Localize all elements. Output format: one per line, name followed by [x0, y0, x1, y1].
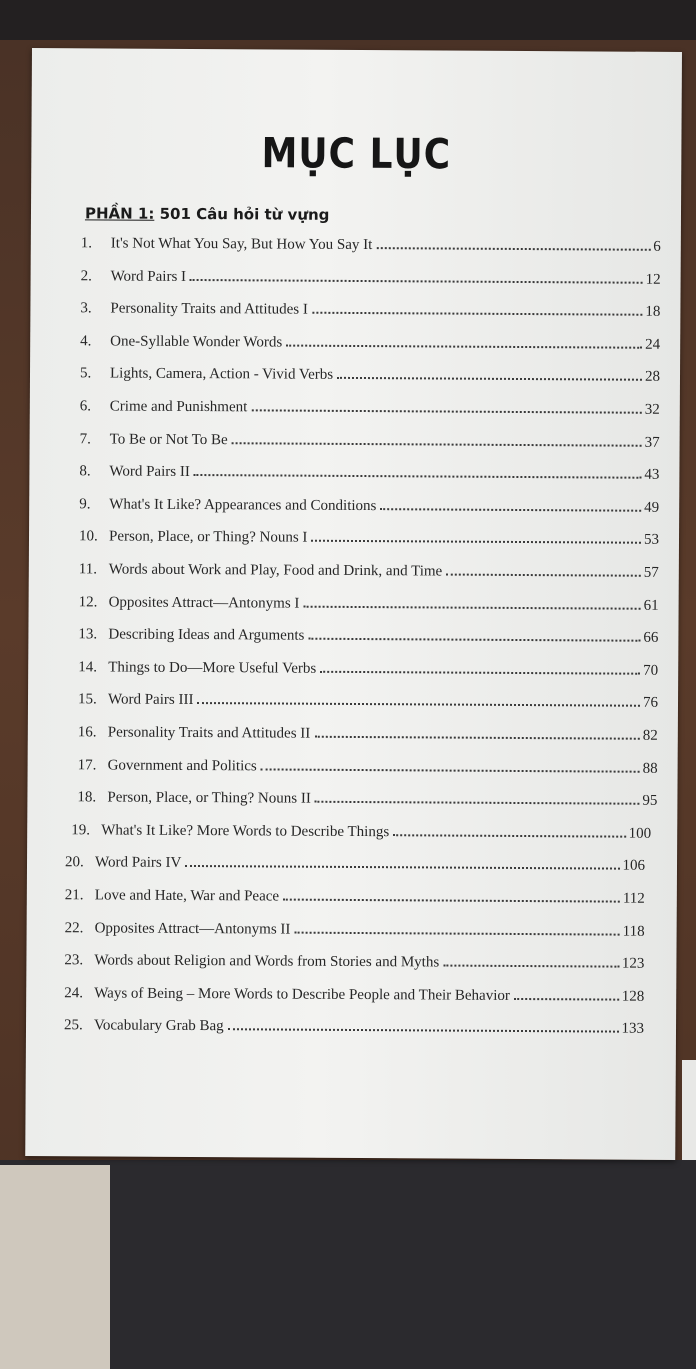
toc-dot-leader: [320, 671, 640, 675]
toc-dot-leader: [376, 247, 650, 251]
toc-entry-page: 12: [645, 271, 661, 288]
toc-entry-title: Things to Do—More Useful Verbs: [108, 659, 317, 677]
toc-entry: [80, 424, 660, 452]
toc-dot-leader: [312, 312, 642, 316]
toc-entry-page: 66: [643, 629, 659, 647]
toc-entry: [79, 489, 659, 517]
toc-entry-title: Government and Politics: [107, 757, 257, 774]
toc-entry-title: Words about Work and Play, Food and Drink, and Time: [108, 561, 443, 580]
toc-entry-number: 19.: [71, 822, 91, 839]
toc-entry-title: Person, Place, or Thing? Nouns II: [107, 789, 311, 807]
toc-entry: [79, 522, 659, 550]
toc-entry-number: 5.: [79, 365, 92, 382]
toc-entry-page: 100: [628, 825, 652, 842]
toc-entry-number: 23.: [64, 952, 84, 969]
toc-entry-number: 8.: [79, 463, 91, 480]
toc-dot-leader: [393, 834, 626, 837]
toc-entry-number: 18.: [77, 789, 97, 806]
toc-entry-title: Word Pairs II: [109, 463, 190, 481]
toc-dot-leader: [311, 540, 641, 544]
toc-entry-number: 25.: [63, 1017, 83, 1034]
next-page-edge: [682, 1060, 696, 1160]
toc-entry-page: 128: [621, 988, 645, 1005]
toc-entry-number: 24.: [64, 985, 84, 1002]
toc-entry: [64, 978, 644, 1006]
toc-dot-leader: [232, 442, 642, 447]
toc-entry: [79, 456, 659, 484]
toc-entry-page: 95: [642, 792, 658, 810]
toc-entry: [64, 1011, 644, 1039]
toc-entry-number: 15.: [77, 691, 97, 708]
toc-dot-leader: [190, 279, 643, 284]
toc-dot-leader: [514, 998, 619, 1001]
toc-entry: [65, 848, 645, 876]
toc-entry-page: 61: [643, 597, 659, 614]
toc-entry-page: 18: [645, 303, 661, 321]
toc-dot-leader: [314, 736, 640, 740]
toc-dot-leader: [303, 605, 640, 609]
toc-entry-title: Crime and Punishment: [109, 398, 248, 416]
toc-entry: [79, 554, 659, 582]
toc-dot-leader: [185, 865, 619, 870]
toc-dot-leader: [315, 801, 640, 805]
toc-entry-page: 57: [643, 564, 659, 581]
toc-entry-title: Lights, Camera, Action - Vivid Verbs: [109, 365, 334, 384]
toc-entry-number: 12.: [78, 593, 98, 611]
toc-entry-page: 6: [653, 238, 661, 255]
toc-entry-number: 17.: [77, 756, 97, 774]
toc-entry-page: 37: [644, 434, 660, 451]
toc-entry: [80, 359, 660, 387]
toc-entry-page: 53: [643, 532, 660, 549]
toc-entry-number: 20.: [64, 854, 84, 871]
toc-entry-title: Ways of Being – More Words to Describe People and Their Behavior: [94, 985, 510, 1004]
toc-entry: [78, 619, 658, 647]
toc-entry-title: Word Pairs I: [110, 268, 187, 285]
toc-entry-title: What's It Like? More Words to Describe Things: [101, 822, 390, 840]
toc-entry-page: 24: [645, 336, 661, 353]
toc-entry-number: 11.: [78, 561, 98, 578]
toc-entry-number: 6.: [79, 398, 92, 415]
toc-entry: [64, 945, 644, 973]
toc-dot-leader: [251, 409, 642, 413]
toc-dot-leader: [294, 931, 619, 935]
toc-dot-leader: [228, 1029, 619, 1033]
toc-entry-number: 10.: [78, 528, 98, 545]
toc-entry-title: Personality Traits and Attitudes II: [107, 724, 311, 742]
toc-entry-number: 22.: [64, 919, 84, 936]
toc-dot-leader: [261, 768, 640, 772]
floor-light-patch: [0, 1165, 110, 1369]
toc-entry-number: 13.: [78, 626, 98, 643]
toc-entry-page: 28: [644, 369, 661, 386]
toc-entry-number: 14.: [78, 659, 98, 676]
toc-entry-number: 2.: [80, 267, 92, 284]
toc-entry-title: One-Syllable Wonder Words: [110, 333, 283, 351]
toc-entry: [80, 326, 660, 354]
toc-dot-leader: [194, 474, 642, 479]
section-name: 501 Câu hỏi từ vựng: [159, 204, 330, 224]
toc-dot-leader: [443, 965, 619, 968]
toc-entry-title: Opposites Attract—Antonyms II: [94, 919, 291, 938]
toc-entry-page: 76: [642, 695, 659, 712]
toc-entry-page: 88: [642, 760, 658, 777]
toc-entry-title: Word Pairs IV: [94, 854, 182, 872]
table-of-contents: [25, 48, 682, 1160]
toc-entry-number: 16.: [77, 724, 97, 741]
toc-entry: [65, 913, 645, 941]
toc-dot-leader: [286, 344, 642, 348]
toc-entry-page: 123: [621, 955, 645, 972]
toc-entry-title: What's It Like? Appearances and Conditions: [109, 496, 377, 514]
toc-dot-leader: [197, 702, 640, 707]
toc-entry-page: 118: [622, 923, 645, 940]
toc-entry-number: 1.: [80, 235, 93, 252]
toc-entry-title: Word Pairs III: [107, 691, 194, 709]
toc-entry-page: 106: [622, 858, 646, 875]
toc-entry-number: 3.: [80, 300, 92, 317]
section-label: PHẦN 1:: [84, 204, 155, 223]
book-page: [25, 48, 682, 1160]
toc-entry-number: 9.: [79, 496, 91, 513]
toc-entry-title: Personality Traits and Attitudes I: [110, 300, 308, 318]
toc-entry-title: Vocabulary Grab Bag: [93, 1017, 224, 1035]
toc-dot-leader: [380, 508, 641, 512]
toc-entry-page: 112: [622, 890, 645, 907]
toc-entry: [78, 685, 658, 713]
toc-entry-page: 82: [642, 727, 658, 744]
toc-entry: [81, 228, 661, 256]
toc-entry: [78, 750, 658, 778]
toc-entry-number: 4.: [80, 333, 92, 350]
toc-entry: [65, 880, 645, 908]
toc-entry: [78, 717, 658, 745]
toc-entry: [81, 261, 661, 289]
toc-entry-title: Love and Hate, War and Peace: [94, 887, 280, 905]
page-title: MỤC LỤC: [261, 130, 452, 179]
toc-entry-page: 133: [621, 1021, 645, 1038]
toc-dot-leader: [446, 574, 641, 577]
toc-dot-leader: [308, 638, 640, 642]
toc-entry-page: 43: [644, 466, 660, 484]
toc-entry-page: 70: [643, 662, 659, 679]
toc-entry-number: 7.: [79, 430, 91, 447]
toc-entry: [79, 587, 659, 615]
toc-entry-number: 21.: [64, 887, 84, 904]
toc-entry-title: Describing Ideas and Arguments: [108, 626, 305, 644]
toc-entry-page: 49: [644, 499, 660, 516]
toc-dot-leader: [283, 899, 620, 903]
toc-entry: [78, 652, 658, 680]
toc-entry-title: It's Not What You Say, But How You Say It: [110, 235, 373, 254]
toc-entry: [80, 293, 660, 321]
toc-entry-title: To Be or Not To Be: [109, 431, 228, 448]
toc-entry: [71, 815, 651, 843]
toc-entry-title: Words about Religion and Words from Stories and Myths: [94, 952, 440, 971]
toc-dot-leader: [337, 377, 642, 381]
toc-entry-page: 32: [644, 401, 660, 418]
toc-entry: [80, 391, 660, 419]
toc-entry: [77, 782, 657, 810]
toc-entry-title: Person, Place, or Thing? Nouns I: [108, 528, 308, 547]
toc-entry-title: Opposites Attract—Antonyms I: [108, 594, 300, 612]
